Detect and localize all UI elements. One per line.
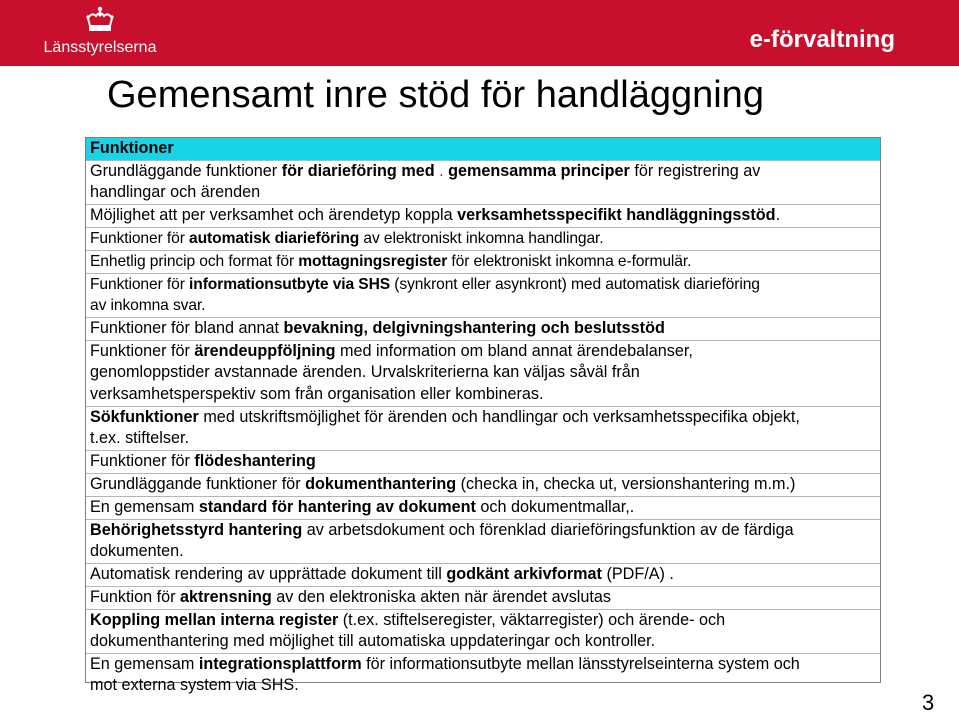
table-heading: Funktioner [86, 138, 880, 161]
row-text: (synkront eller asynkront) med automatisk diarieföring [390, 276, 760, 293]
row-line [90, 251, 880, 272]
bold-text: Koppling mellan interna register [90, 610, 339, 629]
row-text: av den elektroniska akten när ärendet avslutas [271, 587, 611, 606]
table-row [86, 228, 880, 251]
table-row [86, 341, 880, 407]
bold-text: godkänt arkivformat [446, 564, 602, 583]
bold-text: informationsutbyte via SHS [189, 276, 391, 293]
bold-text: bevakning, delgivningshantering och beslutsstöd [283, 319, 665, 337]
page-title: Gemensamt inre stöd för handläggning [107, 74, 764, 116]
table-row [86, 205, 880, 228]
row-text: av elektroniskt inkomna handlingar. [359, 230, 604, 247]
header-bar [0, 0, 959, 66]
bold-text: Sökfunktioner [90, 407, 199, 426]
row-text: av arbetsdokument och förenklad diarieföringsfunktion av de färdiga [302, 520, 794, 539]
bold-text: integrationsplattform [198, 654, 362, 673]
row-line [90, 341, 880, 362]
bold-text: aktrensning [179, 587, 272, 606]
row-text: Automatisk rendering av upprättade dokument till [90, 564, 447, 583]
bold-text: mottagningsregister [298, 253, 448, 270]
functions-table [85, 137, 881, 695]
table-row [86, 451, 880, 474]
row-text: dokumenten. [90, 542, 184, 561]
row-text: (t.ex. stiftelseregister, väktarregister) och ärende- och [338, 610, 726, 629]
bold-text: flödeshantering [194, 451, 316, 470]
row-line [90, 428, 880, 449]
row-text: och dokumentmallar,. [475, 497, 635, 516]
row-text: med utskriftsmöjlighet för ärenden och handlingar och verksamhetsspecifika objekt, [198, 407, 800, 426]
bold-text: dokumenthantering [305, 474, 457, 493]
bold-text: standard för hantering av dokument [198, 497, 476, 516]
row-text: av inkomna svar. [90, 297, 206, 315]
row-text: dokumenthantering med möjlighet till automatiska uppdateringar och kontroller. [90, 632, 656, 651]
row-line [90, 161, 880, 182]
row-text: mot externa system via SHS. [90, 676, 299, 695]
table-row [86, 274, 880, 318]
row-line [90, 541, 880, 562]
row-text: verksamhetsperspektiv som från organisation eller kombineras. [90, 384, 544, 403]
row-text: Enhetlig princip och format för [90, 253, 299, 270]
row-text: Funktioner för [90, 276, 190, 293]
row-text: (PDF/A) . [601, 564, 674, 583]
table-row [86, 251, 880, 274]
logo-text: Länsstyrelserna [43, 39, 157, 56]
row-line [90, 564, 880, 585]
bold-text: verksamhetsspecifikt handläggningsstöd [457, 206, 776, 224]
row-line [90, 520, 880, 541]
row-line [90, 675, 880, 696]
table-row [86, 610, 880, 654]
row-line [90, 205, 880, 226]
row-line [90, 610, 880, 631]
row-text: med information om bland annat ärendebalanser, [335, 342, 693, 360]
row-text: Funktioner för bland annat [90, 319, 284, 337]
bold-text: automatisk diarieföring [189, 230, 360, 247]
row-text: för elektroniskt inkomna e-formulär. [447, 253, 692, 270]
crown-icon [84, 6, 116, 34]
row-line [90, 228, 880, 249]
row-line [90, 451, 880, 472]
row-text: handlingar och ärenden [90, 183, 261, 202]
brand-label: e-förvaltning [749, 26, 895, 53]
row-text: Möjlighet att per verksamhet och ärendetyp koppla [90, 206, 458, 224]
table-row [86, 587, 880, 610]
row-text: . [775, 206, 781, 224]
bold-text: Behörighetsstyrd hantering [90, 520, 303, 539]
row-text: Grundläggande funktioner för [90, 474, 306, 493]
row-line [90, 362, 880, 383]
row-line [90, 318, 880, 339]
row-text: En gemensam [90, 497, 199, 516]
row-line [90, 587, 880, 608]
table-row [86, 520, 880, 564]
table-row [86, 161, 880, 205]
lansstyrelserna-logo [38, 4, 162, 62]
row-text: för informationsutbyte mellan länsstyrelseinterna system och [361, 654, 800, 673]
row-line [90, 384, 880, 405]
row-line [90, 295, 880, 316]
bold-text: gemensamma principer [448, 162, 630, 180]
table-row [86, 654, 880, 697]
table-row [86, 407, 880, 451]
table-row [86, 318, 880, 341]
row-line [90, 631, 880, 652]
row-text: En gemensam [90, 654, 199, 673]
bold-text: för diarieföring med [281, 162, 435, 180]
table-row [86, 564, 880, 587]
table-row [86, 497, 880, 520]
row-text: t.ex. stiftelser. [90, 429, 189, 448]
row-line [90, 274, 880, 295]
page-number: 3 [922, 690, 935, 715]
row-text: Funktioner för [90, 342, 195, 360]
row-line [90, 407, 880, 428]
row-text: Grundläggande funktioner [90, 162, 282, 180]
table-row [86, 474, 880, 497]
row-text: för registrering av [629, 162, 761, 180]
row-text: (checka in, checka ut, versionshantering m.m.) [456, 474, 796, 493]
row-line [90, 182, 880, 203]
row-text: Funktioner för [90, 451, 195, 470]
row-text: . [434, 162, 449, 180]
row-line [90, 497, 880, 518]
bold-text: ärendeuppföljning [194, 342, 336, 360]
row-text: genomloppstider avstannade ärenden. Urvalskriterierna kan väljas såväl från [90, 363, 640, 382]
row-text: Funktion för [90, 587, 180, 606]
row-line [90, 474, 880, 495]
row-line [90, 654, 880, 675]
table-rows [86, 161, 880, 697]
row-text: Funktioner för [90, 230, 190, 247]
